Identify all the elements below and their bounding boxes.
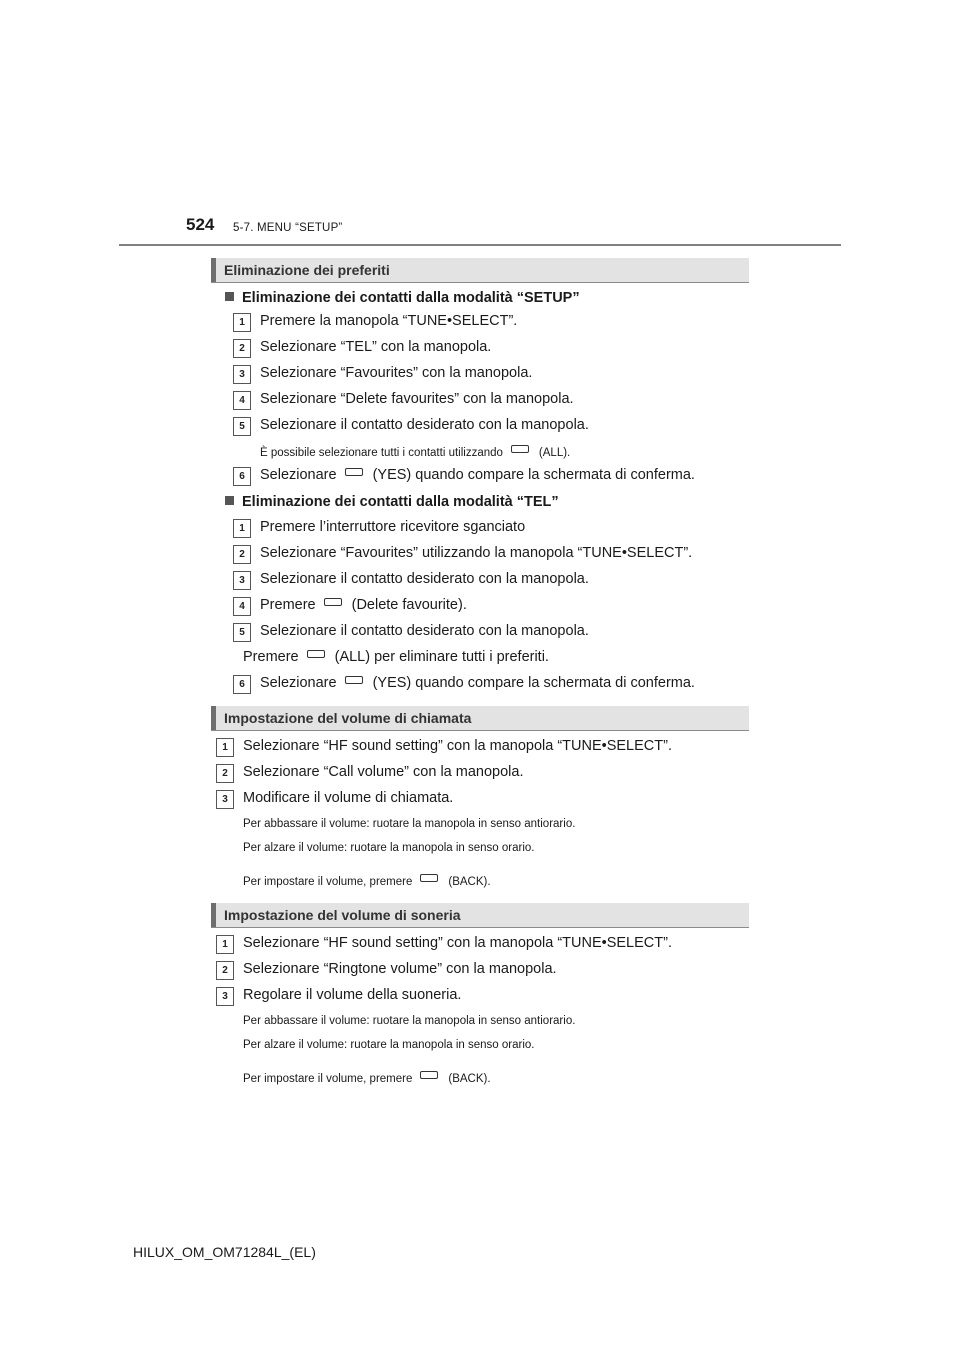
step-number: 6 (233, 467, 251, 486)
note-text: Per abbassare il volume: ruotare la manopola in senso antiorario. (243, 1015, 576, 1027)
square-bullet-icon (225, 292, 234, 301)
section-header-call-volume (211, 706, 749, 731)
step-number: 1 (216, 738, 234, 757)
step-text-end: (Delete favourite). (351, 597, 467, 613)
section-title: Impostazione del volume di soneria (224, 907, 461, 923)
step-number: 3 (233, 365, 251, 384)
note-text: Per alzare il volume: ruotare la manopola in senso orario. (243, 842, 535, 854)
screen-button-icon (307, 650, 325, 658)
step-text: Selezionare “Call volume” con la manopola. (243, 764, 524, 780)
step-text: Selezionare il contatto desiderato con la manopola. (260, 571, 589, 587)
screen-button-icon (345, 468, 363, 476)
step-text: Selezionare “HF sound setting” con la manopola “TUNE•SELECT”. (243, 738, 672, 754)
section-header-favourites (211, 258, 749, 283)
document-code: HILUX_OM_OM71284L_(EL) (133, 1244, 316, 1260)
step-text: Regolare il volume della suoneria. (243, 987, 462, 1003)
square-bullet-icon (225, 496, 234, 505)
screen-button-icon (511, 445, 529, 453)
all-instruction (243, 649, 549, 665)
note-text (243, 874, 491, 888)
step-text-end: (YES) quando compare la schermata di conferma. (372, 675, 695, 691)
step-number: 3 (233, 571, 251, 590)
note-text-end: (BACK). (448, 876, 491, 888)
screen-button-icon (420, 1071, 438, 1079)
section-header-bar (211, 706, 216, 730)
step-text: Selezionare “Favourites” utilizzando la manopola “TUNE•SELECT”. (260, 545, 693, 561)
note-text: Per abbassare il volume: ruotare la manopola in senso antiorario. (243, 818, 576, 830)
chapter-title: 5-7. MENU “SETUP” (233, 222, 343, 234)
note-text-start: Per impostare il volume, premere (243, 1073, 413, 1085)
step-text (260, 467, 695, 483)
step-number: 3 (216, 790, 234, 809)
section-title: Eliminazione dei preferiti (224, 262, 390, 278)
note-text (243, 1071, 491, 1085)
step-text-start: Selezionare (260, 675, 337, 691)
step-number: 1 (216, 935, 234, 954)
step-text: Selezionare “Favourites” con la manopola. (260, 365, 533, 381)
step-text: Modificare il volume di chiamata. (243, 790, 454, 806)
step-text-start: Selezionare (260, 467, 337, 483)
subsection-title: Eliminazione dei contatti dalla modalità “SETUP” (242, 290, 580, 306)
step-number: 3 (216, 987, 234, 1006)
step-text-start: Premere (260, 597, 316, 613)
step-text: Selezionare “TEL” con la manopola. (260, 339, 492, 355)
step-number: 4 (233, 391, 251, 410)
step-number: 1 (233, 519, 251, 538)
step-text-end: (YES) quando compare la schermata di conferma. (372, 467, 695, 483)
step-number: 2 (216, 764, 234, 783)
step-number: 2 (233, 545, 251, 564)
step-number: 6 (233, 675, 251, 694)
step-number: 5 (233, 417, 251, 436)
section-header-ring-volume (211, 903, 749, 928)
section-header-bar (211, 903, 216, 927)
step-number: 5 (233, 623, 251, 642)
step-text (260, 675, 695, 691)
step-text: Selezionare “Ringtone volume” con la manopola. (243, 961, 557, 977)
step-text (260, 597, 467, 613)
note-text-end: (ALL). (538, 447, 571, 459)
page-number: 524 (186, 215, 215, 234)
step-text: Selezionare il contatto desiderato con la manopola. (260, 623, 589, 639)
subsection-setup-mode (225, 290, 580, 306)
screen-button-icon (420, 874, 438, 882)
section-header-bar (211, 258, 216, 282)
subsection-tel-mode (225, 494, 559, 510)
step-number: 2 (216, 961, 234, 980)
instruction-text-end: (ALL) per eliminare tutti i preferiti. (334, 649, 549, 665)
note-text: Per alzare il volume: ruotare la manopola in senso orario. (243, 1039, 535, 1051)
subsection-title: Eliminazione dei contatti dalla modalità “TEL” (242, 494, 559, 510)
note-text-end: (BACK). (448, 1073, 491, 1085)
screen-button-icon (345, 676, 363, 684)
note-text-start: È possibile selezionare tutti i contatti utilizzando (260, 447, 503, 459)
step-text: Premere la manopola “TUNE•SELECT”. (260, 313, 518, 329)
note-text-start: Per impostare il volume, premere (243, 876, 413, 888)
note-text (260, 445, 570, 459)
step-number: 2 (233, 339, 251, 358)
step-text: Selezionare “HF sound setting” con la manopola “TUNE•SELECT”. (243, 935, 672, 951)
section-title: Impostazione del volume di chiamata (224, 710, 472, 726)
header-divider (119, 244, 841, 246)
step-text: Selezionare “Delete favourites” con la manopola. (260, 391, 574, 407)
screen-button-icon (324, 598, 342, 606)
instruction-text-start: Premere (243, 649, 299, 665)
step-text: Selezionare il contatto desiderato con la manopola. (260, 417, 589, 433)
step-text: Premere l’interruttore ricevitore sganciato (260, 519, 526, 535)
step-number: 4 (233, 597, 251, 616)
step-number: 1 (233, 313, 251, 332)
